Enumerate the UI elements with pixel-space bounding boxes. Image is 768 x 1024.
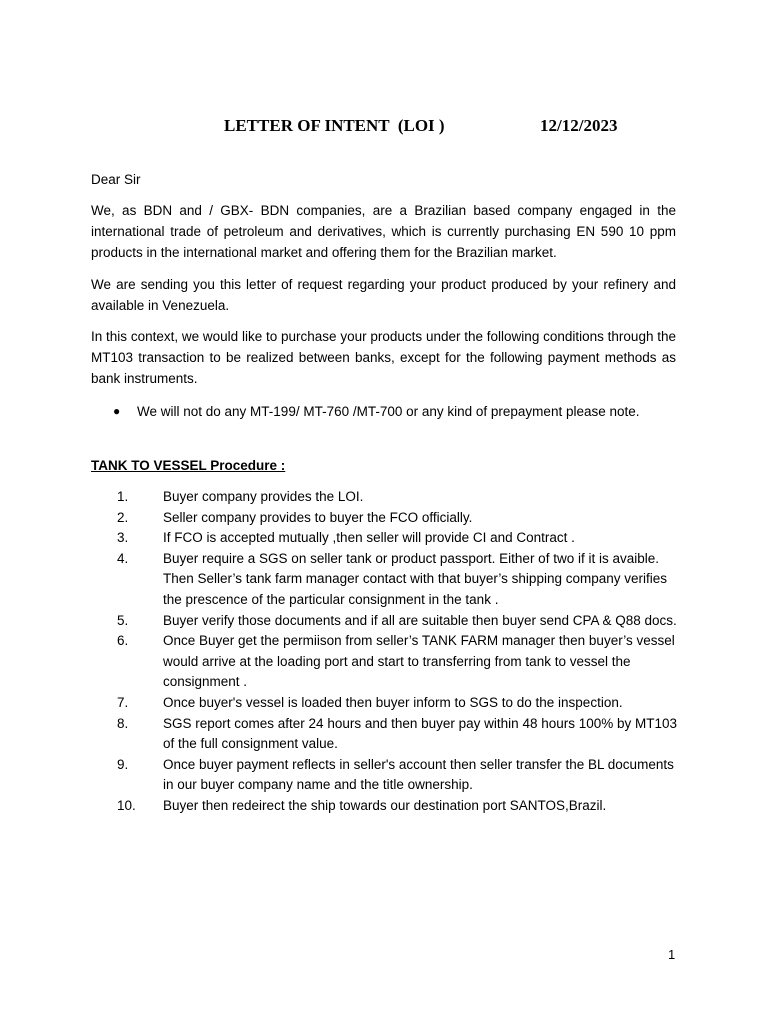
- step-number: 2.: [117, 509, 129, 525]
- step-text: Seller company provides to buyer the FCO officially.: [163, 509, 473, 525]
- step-number: 5.: [117, 612, 129, 628]
- page-number: 1: [668, 947, 676, 962]
- procedure-step: [91, 549, 676, 611]
- paragraph-request: We are sending you this letter of request regarding your product produced by your refinery and available in Venezuela.: [91, 277, 676, 313]
- paragraph-intro: We, as BDN and / GBX- BDN companies, are a Brazilian based company engaged in the international trade of petroleum and derivatives, which is currently purchasing EN 590 10 ppm products in the international market and offering them for the Brazilian market.: [91, 203, 676, 260]
- bullet-item: [91, 401, 676, 422]
- document-date: 12/12/2023: [540, 116, 618, 135]
- step-text: SGS report comes after 24 hours and then buyer pay within 48 hours 100% by MT103 of the full consignment value.: [163, 715, 678, 752]
- step-text: Buyer company provides the LOI.: [163, 489, 364, 504]
- procedure-heading: TANK TO VESSEL Procedure :: [91, 458, 286, 473]
- paragraph-conditions: In this context, we would like to purchase your products under the following conditions through the MT103 transaction to be realized between banks, except for the following payment methods as bank instruments.: [91, 329, 676, 386]
- step-number: 8.: [117, 715, 129, 731]
- step-number: 4.: [117, 550, 129, 566]
- step-text: Once Buyer get the permiison from seller’s TANK FARM manager then buyer’s vessel would arrive at the loading port and start to transferring from tank to vessel the consignment .: [163, 633, 675, 690]
- procedure-step: [91, 508, 676, 529]
- procedure-step: [91, 693, 676, 714]
- procedure-step: [91, 755, 676, 796]
- step-number: 10.: [117, 797, 136, 813]
- step-text: Buyer then redeirect the ship towards our destination port SANTOS,Brazil.: [163, 797, 607, 813]
- step-number: 3.: [117, 530, 129, 546]
- procedure-step: [91, 796, 676, 817]
- procedure-step: [91, 611, 676, 632]
- document-title: LETTER OF INTENT (LOI ): [224, 116, 445, 135]
- step-number: 9.: [117, 756, 129, 772]
- step-text: If FCO is accepted mutually ,then seller will provide CI and Contract .: [163, 530, 575, 546]
- title-row: [224, 116, 654, 138]
- step-text: Buyer require a SGS on seller tank or product passport. Either of two if it is avaible. Then Seller’s tank farm manager contact with that buyer’s shipping company verifies the prescence of the particular consignment in the tank .: [163, 550, 668, 607]
- step-text: Buyer verify those documents and if all are suitable then buyer send CPA & Q88 docs.: [163, 612, 677, 628]
- bullet-icon: ●: [113, 404, 121, 418]
- procedure-step: [91, 714, 676, 755]
- step-number: 1.: [117, 489, 129, 504]
- bullet-text: We will not do any MT-199/ MT-760 /MT-700 or any kind of prepayment please note.: [137, 404, 640, 419]
- procedure-step: [91, 487, 676, 508]
- procedure-step: [91, 528, 676, 549]
- step-number: 7.: [117, 694, 129, 710]
- procedure-steps: [91, 487, 676, 817]
- step-text: Once buyer payment reflects in seller's account then seller transfer the BL documents in our buyer company name and the title ownership.: [163, 756, 674, 793]
- step-text: Once buyer's vessel is loaded then buyer inform to SGS to do the inspection.: [163, 694, 623, 710]
- salutation: Dear Sir: [91, 172, 141, 187]
- procedure-step: [91, 631, 676, 693]
- step-number: 6.: [117, 633, 129, 649]
